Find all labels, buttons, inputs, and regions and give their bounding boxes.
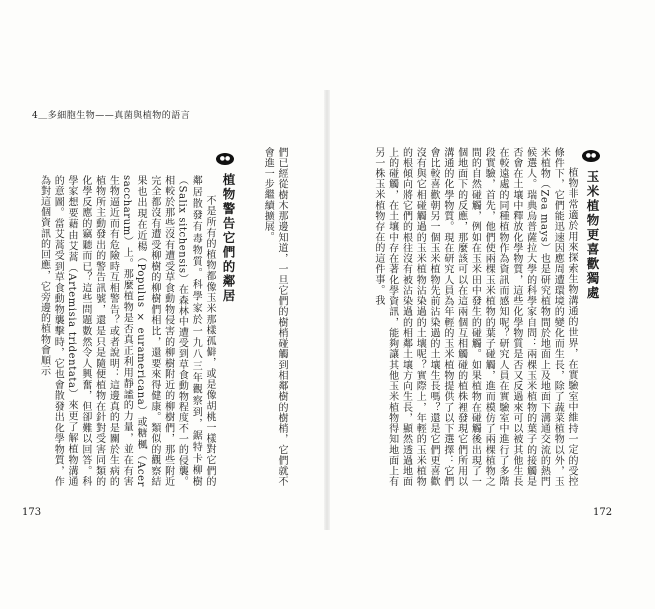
body-paragraph: 植物非常適於用來探索生物溝通的世界，在實驗室中維持一定的受控條件下，它們能迅速因應周遭環境的變化而生長，除了蔬菜植物以外，玉米植物（Zea mays）也是研究植物間於地面上及地面下溝通交流的熱門候選人。瑞典烏普薩拉大學的科學家自問：兩棵玉米植物的葉子的接觸是否會在土壤中釋放化學物質，這些化學物質是否又反過來可以被其他生長在較遠處的同種植物作為資訊而感知呢？研究人員在實驗室中進行了多階段實驗，首先，他們使兩棵玉米植物的葉子碰觸，進而模仿了兩棵植物之間的自然碰觸，例如在玉米田中發生的碰觸。如果植物在碰觸後出現了一個地面下的反應，那麼該可以在這兩個互相觸碰的植株裡發現它們所用以溝通的化學物質。現在研究人員為年輕的玉米植物提供了以下選擇：它們會比較喜歡朝另一個玉米植物先前沾染過的土壤生長嗎？還是它們更喜歡沒有與它相碰觸過的玉米植物沾染過的土壤呢？實際上，年輕的玉米植物的根傾向將它們的根往沒有被沾染過的相鄰土壤方向生長，顯然透過地面上的碰觸，在土壤中存在著化學資訊，能夠讓其他玉米植物得知地面上有另一株玉米植物存在的這件事。我 xyxy=(372,147,577,487)
left-page-continuation xyxy=(248,147,288,487)
book-gutter xyxy=(324,90,330,530)
continuation-paragraph: 們已經從樹木那邊知道，一旦它們的樹梢碰觸到相鄰樹的樹梢，它們就不會進一步繼續擴展。 xyxy=(262,147,287,487)
body-paragraph: 不是所有的植物都像玉米那樣孤僻，或是像胡桃一樣對它們的鄰居散發有毒物質。科學家於一九八三年觀察到，鋸特卡柳樹（Salix sitchensis）在森林中遭受到草食動物程度不一的侵襲。相較於那些沒有遭受草食動物侵害的柳樹附近的柳樹們，那些附近完全都沒有遭受柳樹的柳樹們相比，還要來得健康。類似的觀察結果也出現在近楊（Populus × euramericana）或糖楓（Acer saccharum）上。那麼植物是否真正利用靜謐的力量，並在有害生物逼近而有危險時互相警告？或者說明：這邊真的是關於生病的植物所主動發出的警告訊號，還是只是隨便植物在針對受害同類的化學反應的竊聽而已？這些問題數然令人興奮，但卻難以回答。科學家想要藉由艾蒿（Artemisia tridentata）來更了解植物溝通的意圖。當艾蒿受到草食動物襲擊時，它也會散發出化學物質，作為對這個資訊的回應，它旁邊的植物會順示 xyxy=(38,175,215,487)
section-badge-icon: ●● xyxy=(582,150,600,162)
page-number-left: 173 xyxy=(22,507,42,518)
left-page-body xyxy=(40,175,216,487)
section-heading-corn: 玉米植物更喜歡獨處 xyxy=(585,170,600,301)
page-number-right: 172 xyxy=(593,507,613,518)
right-page-body xyxy=(368,147,578,487)
running-head: 4＿多細胞生物——真菌與植物的語言 xyxy=(32,111,191,121)
section-badge-icon: ●● xyxy=(216,153,234,165)
section-heading-warning: 植物警告它們的鄰居 xyxy=(221,173,236,304)
